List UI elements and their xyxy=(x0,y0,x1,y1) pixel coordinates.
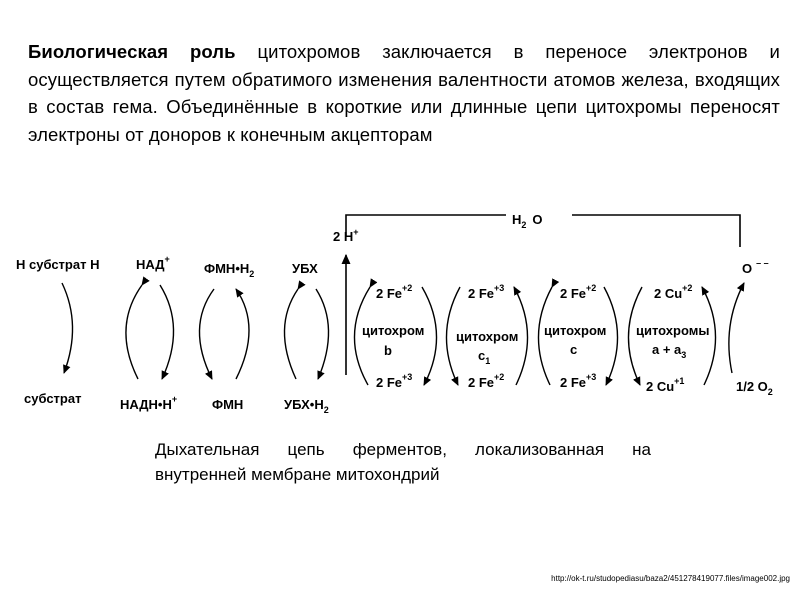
ubx-reduced: $УБХ•Н_2$ xyxy=(284,397,329,415)
cyt-aa3-bottom: 2 $Cu^{+1}$ xyxy=(646,376,685,394)
water-label: $H_2$ O xyxy=(512,212,543,230)
cyt-b-letter: b xyxy=(384,343,392,358)
water-bracket xyxy=(346,205,740,247)
source-url: http://ok-t.ru/studopediasu/baza2/451278419077.files/image002.jpg xyxy=(551,574,790,583)
cyt-c1-top: 2 $Fe^{+3}$ xyxy=(468,283,505,301)
cyt-c-top: 2 $Fe^{+2}$ xyxy=(560,283,597,301)
cytochrome-b xyxy=(354,283,436,390)
substrate-pair xyxy=(16,257,99,406)
nad-reduced: НАДН•Н+ xyxy=(120,394,178,412)
cyt-aa3-top: 2 $Cu^{+2}$ xyxy=(654,283,693,301)
cyt-b-top: 2 $Fe^{+2}$ xyxy=(376,283,413,301)
proton-label: 2 H+ xyxy=(333,227,359,244)
cyt-b-bottom: 2 $Fe^{+3}$ xyxy=(376,372,413,390)
cytochrome-c1 xyxy=(446,283,527,390)
cyt-c1-name: цитохром xyxy=(456,329,519,344)
nad-oxidized: НАД+ xyxy=(136,254,170,272)
intro-paragraph xyxy=(28,38,780,148)
ubx-oxidized: УБХ xyxy=(292,261,318,276)
nad-pair xyxy=(120,254,177,412)
fmn-pair xyxy=(199,261,254,412)
substrate-oxidized: субстрат xyxy=(24,391,82,406)
intro-bold-lead: Биологическая роль xyxy=(28,41,236,62)
oxygen-pair xyxy=(729,258,773,397)
half-oxygen: 1/2 $O_2$ xyxy=(736,379,773,397)
cyt-aa3-letter: $a + a_3$ xyxy=(652,342,687,360)
cytochrome-aa3 xyxy=(628,283,715,394)
intro-text: цитохромов заключается в переносе электронов и осуществляется путем обратимого изменения валентности атомов железа, входящих в состав гема. Объединённые в короткие или длинные цепи цитохромы переносят электроны от доноров к конечным акцепторам xyxy=(28,41,780,145)
respiratory-chain-diagram xyxy=(0,195,800,425)
substrate-reduced: Н субстрат Н xyxy=(16,257,100,272)
cytochrome-c xyxy=(538,283,617,390)
cyt-c-letter: c xyxy=(570,342,578,357)
oxide-ion: O – – xyxy=(742,258,769,276)
cyt-c-name: цитохром xyxy=(544,323,607,338)
cyt-aa3-name: цитохромы xyxy=(636,323,710,338)
diagram-caption: Дыхательная цепь ферментов, локализованная на внутренней мембране митохондрий xyxy=(155,440,651,484)
cyt-c1-bottom: 2 $Fe^{+2}$ xyxy=(468,372,505,390)
cyt-c1-letter: $c_1$ xyxy=(478,348,491,366)
cyt-b-name: цитохром xyxy=(362,323,425,338)
fmn-oxidized: ФМН xyxy=(212,397,244,412)
cyt-c-bottom: 2 $Fe^{+3}$ xyxy=(560,372,597,390)
ubx-pair xyxy=(284,261,329,415)
fmn-reduced: $ФМН•Н_2$ xyxy=(204,261,255,279)
